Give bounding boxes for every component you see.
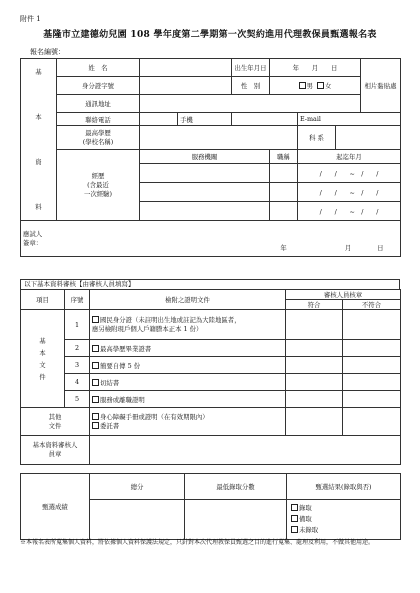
review-header-ok: 符合 <box>286 300 343 310</box>
doc-ok-cell[interactable] <box>286 357 343 374</box>
education-label: 最高學歷 (學校名稱) <box>57 126 140 150</box>
review-table <box>20 289 401 465</box>
total-score-label: 總分 <box>90 474 185 500</box>
sign-day: 日 <box>361 221 401 257</box>
department-label: 科 系 <box>298 126 336 150</box>
doc-checkbox[interactable] <box>92 345 99 352</box>
experience-label: 經歷 (含最近 一次經驗) <box>57 150 140 221</box>
review-header-seq: 序號 <box>65 290 90 310</box>
review-header-item: 項目 <box>21 290 65 310</box>
doc-ok-cell[interactable] <box>286 374 343 391</box>
doc-notok-cell[interactable] <box>343 391 401 408</box>
basic-info-table <box>20 58 401 257</box>
id-field[interactable] <box>140 77 232 95</box>
applicant-sign-label: 應試人 簽章： <box>21 221 57 257</box>
basic-docs-label: 基 本 文 件 <box>21 310 65 408</box>
other-docs-label: 其他 文件 <box>21 408 90 436</box>
page-title: 基隆市立建德幼兒園 108 學年度第二學期第一次契約進用代理教保員甄選報名表 <box>43 30 377 40</box>
doc-item-service-proof: 服務或離職證明 <box>90 391 286 408</box>
exp-org-field[interactable] <box>140 202 270 221</box>
doc-ok-cell[interactable] <box>286 408 343 436</box>
doc-ok-cell[interactable] <box>286 391 343 408</box>
address-label: 通訊地址 <box>57 95 140 113</box>
review-header-result: 審核人員核章 <box>286 290 401 300</box>
email-label: E-mail <box>298 113 401 126</box>
other-docs-items: 身心障礙手冊或證明（在有效期限內） 委託書 <box>90 408 286 436</box>
id-label: 身分證字號 <box>57 77 140 95</box>
sex-label: 性 別 <box>232 77 270 95</box>
doc-checkbox[interactable] <box>92 379 99 386</box>
doc-seq: 1 <box>65 310 90 340</box>
result-label: 甄選成績 <box>21 474 90 540</box>
doc-checkbox[interactable] <box>92 362 99 369</box>
exp-org-field[interactable] <box>140 164 270 183</box>
result-table <box>20 473 401 540</box>
reject-checkbox[interactable] <box>291 526 298 533</box>
doc-notok-cell[interactable] <box>343 340 401 357</box>
exp-org-field[interactable] <box>140 183 270 202</box>
basic-side-label: 基 本 資 料 <box>21 59 57 221</box>
sign-year: 年 <box>270 221 298 257</box>
exp-period-field[interactable]: / / ~ / / <box>298 164 401 183</box>
doc-notok-cell[interactable] <box>343 310 401 340</box>
doc-item-affidavit: 切結書 <box>90 374 286 391</box>
doc-checkbox[interactable] <box>92 396 99 403</box>
exp-title-field[interactable] <box>270 183 298 202</box>
doc-seq: 2 <box>65 340 90 357</box>
exp-header-period: 起迄年月 <box>298 150 401 164</box>
doc-seq: 5 <box>65 391 90 408</box>
review-header-notok: 不符合 <box>343 300 401 310</box>
review-header-docs: 檢附之證明文件 <box>90 290 286 310</box>
exp-title-field[interactable] <box>270 202 298 221</box>
exp-period-field[interactable]: / / ~ / / <box>298 202 401 221</box>
mobile-field[interactable] <box>232 113 298 126</box>
name-label: 姓 名 <box>57 59 140 77</box>
doc-seq: 3 <box>65 357 90 374</box>
photo-area: 相片黏貼處 <box>361 59 401 113</box>
phone-label: 聯絡電話 <box>57 113 140 126</box>
address-field[interactable] <box>140 95 361 113</box>
registration-number-label: 報名編號： <box>30 48 65 56</box>
phone-field[interactable] <box>140 113 178 126</box>
total-score-field[interactable] <box>90 500 185 540</box>
applicant-signature-field[interactable] <box>57 221 270 257</box>
sign-month: 月 <box>336 221 361 257</box>
female-checkbox[interactable] <box>317 82 324 89</box>
department-field[interactable] <box>336 126 401 150</box>
outcome-options: 錄取 備取 未錄取 <box>287 500 401 540</box>
exp-title-field[interactable] <box>270 164 298 183</box>
reviewer-sign-label: 基本資料審核人 員章 <box>21 436 90 465</box>
dob-label: 出生年月日 <box>232 59 270 77</box>
min-score-field[interactable] <box>185 500 287 540</box>
doc-checkbox[interactable] <box>92 413 99 420</box>
doc-notok-cell[interactable] <box>343 374 401 391</box>
exp-period-field[interactable]: / / ~ / / <box>298 183 401 202</box>
doc-seq: 4 <box>65 374 90 391</box>
sex-options: 男 女 <box>270 77 361 95</box>
doc-ok-cell[interactable] <box>286 340 343 357</box>
admit-checkbox[interactable] <box>291 504 298 511</box>
doc-checkbox[interactable] <box>92 422 99 429</box>
exp-header-title: 職稱 <box>270 150 298 164</box>
male-checkbox[interactable] <box>299 82 306 89</box>
review-banner: 以下基本資料審核【由審核人員填寫】 <box>20 279 400 289</box>
doc-notok-cell[interactable] <box>343 408 401 436</box>
doc-item-id-card: 國民身分證（未註明出生地或註記為大陸地區者， 應另檢附現戶個人戶籍謄本正本 1 份） <box>90 310 286 340</box>
dob-field[interactable]: 年 月 日 <box>270 59 361 77</box>
doc-ok-cell[interactable] <box>286 310 343 340</box>
name-field[interactable] <box>140 59 232 77</box>
reviewer-sign-field[interactable] <box>90 436 401 465</box>
exp-header-org: 服務機關 <box>140 150 270 164</box>
education-field[interactable] <box>140 126 298 150</box>
waitlist-checkbox[interactable] <box>291 515 298 522</box>
outcome-label: 甄選結果(錄取與否) <box>287 474 401 500</box>
doc-checkbox[interactable] <box>92 316 99 323</box>
doc-item-autobiography: 簡要自傳 5 份 <box>90 357 286 374</box>
attachment-label: 附件 1 <box>20 15 41 23</box>
mobile-label: 手機 <box>178 113 232 126</box>
min-score-label: 最低錄取分數 <box>185 474 287 500</box>
doc-notok-cell[interactable] <box>343 357 401 374</box>
doc-item-diploma: 最高學歷畢業證書 <box>90 340 286 357</box>
privacy-footnote: ※本報名表所蒐集個人資料，將依據個人資料保護法規定，只針對本次代理教保員甄選之目的進行蒐集、處理及利用，不做其他用途。 <box>20 539 375 546</box>
